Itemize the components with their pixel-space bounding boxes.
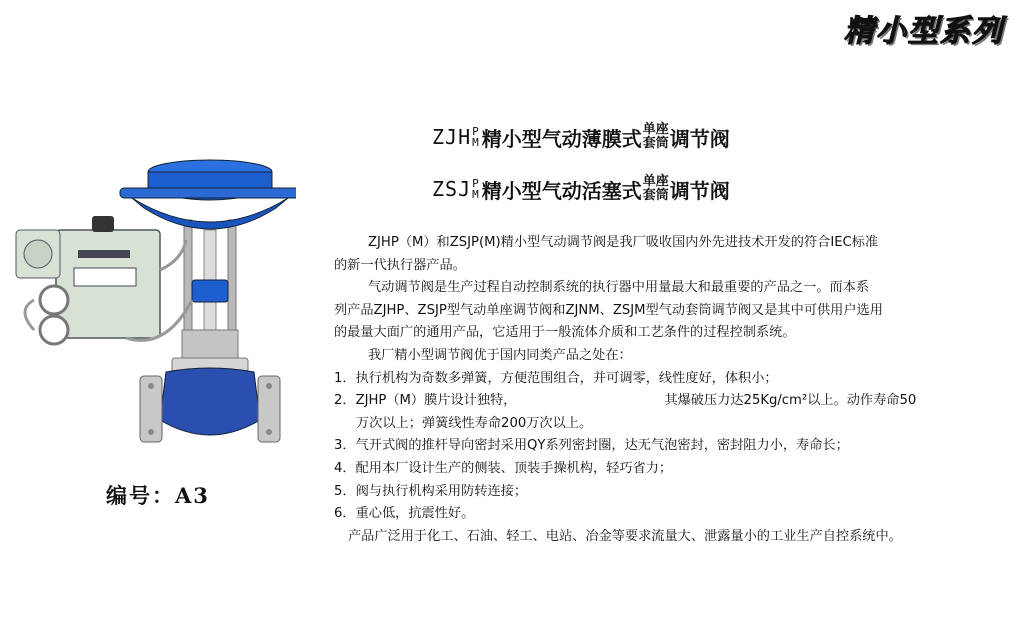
positioner-label-strip xyxy=(78,250,130,258)
advantage-item-2-end: 其爆破压力达25Kg/cm²以上。动作寿命50 xyxy=(664,393,917,409)
advantage-item-1: 1．执行机构为奇数多弹簧，方便范围组合，并可调零，线性度好，体积小； xyxy=(334,370,778,386)
intro-line: 的新一代执行器产品。 xyxy=(334,257,466,273)
series-title: 精小型系列 xyxy=(844,14,1004,49)
model-variant-stack xyxy=(472,126,479,148)
variant-m: M xyxy=(472,136,479,149)
type-single-seat: 单座 xyxy=(642,122,669,137)
type-sleeve: 套筒 xyxy=(642,136,669,151)
model-name: 精小型气动薄膜式 xyxy=(481,126,642,151)
advantage-item-3: 3．气开式阀的推杆导向密封采用QY系列密封圈，达无气泡密封，密封阻力小，寿命长； xyxy=(334,438,849,454)
valve-body xyxy=(160,368,260,435)
advantage-item-5: 5．阀与执行机构采用防转连接； xyxy=(334,483,528,499)
yoke-pillar-right xyxy=(228,220,236,330)
model-suffix: 调节阀 xyxy=(669,178,730,203)
advantages-intro: 我厂精小型调节阀优于国内同类产品之处在： xyxy=(368,347,632,363)
model-code: ZJH xyxy=(432,125,472,149)
model-title-zsj xyxy=(432,172,730,206)
positioner-nameplate xyxy=(74,268,136,286)
paragraph-line: 的最量大面广的通用产品，它适用于一般流体介质和工艺条件的过程控制系统。 xyxy=(334,325,796,341)
flange-bolt xyxy=(148,383,154,389)
actuator-lower-case xyxy=(132,198,288,229)
advantage-item-2-start: 2．ZJHP（M）膜片设计独特， xyxy=(334,393,517,409)
advantage-item-6: 6．重心低，抗震性好。 xyxy=(334,506,475,522)
stem-connector xyxy=(192,280,228,302)
variant-p: P xyxy=(472,177,479,190)
control-valve-image xyxy=(6,150,296,460)
valve-type-stack xyxy=(643,175,669,203)
bonnet xyxy=(182,330,238,360)
model-variant-stack xyxy=(472,178,479,200)
variant-p: P xyxy=(472,125,479,138)
air-tubing xyxy=(160,240,186,270)
model-title-zjh xyxy=(432,120,730,154)
type-sleeve: 套筒 xyxy=(642,188,669,203)
product-description xyxy=(334,232,994,548)
flange-bolt xyxy=(266,429,272,435)
flange-bolt xyxy=(266,383,272,389)
product-number-label: 编号：A3 xyxy=(106,483,210,508)
paragraph-line: 列产品ZJHP、ZSJP型气动单座调节阀和ZJNM、ZSJM型气动套筒调节阀又是其中可供用户选用 xyxy=(334,302,883,318)
variant-m: M xyxy=(472,188,479,201)
flange-bolt xyxy=(148,429,154,435)
actuator-flange xyxy=(120,188,296,198)
type-single-seat: 单座 xyxy=(642,174,669,189)
air-tubing xyxy=(25,300,34,330)
advantage-item-2 xyxy=(334,390,994,413)
paragraph-line: 气动调节阀是生产过程自动控制系统的执行器中用量最大和最重要的产品之一。而本系 xyxy=(368,280,870,296)
intro-line: ZJHP（M）和ZSJP(M)精小型气动调节阀是我厂吸收国内外先进技术开发的符合IEC标准 xyxy=(368,235,879,250)
model-name: 精小型气动活塞式 xyxy=(481,178,642,203)
closing-line: 产品广泛用于化工、石油、轻工、电站、冶金等要求流量大、泄露量小的工业生产自控系统中。 xyxy=(348,528,902,544)
positioner-knob xyxy=(92,216,114,232)
pressure-gauge-icon xyxy=(40,286,68,314)
advantage-item-4: 4．配用本厂设计生产的侧装、顶装手操机构，轻巧省力； xyxy=(334,460,673,476)
model-suffix: 调节阀 xyxy=(669,126,730,151)
junction-cover xyxy=(24,240,52,268)
valve-type-stack xyxy=(643,123,669,151)
advantage-item-2-continued: 万次以上；弹簧线性寿命200万次以上。 xyxy=(356,415,593,431)
model-code: ZSJ xyxy=(432,177,472,201)
pressure-gauge-icon xyxy=(40,316,68,344)
